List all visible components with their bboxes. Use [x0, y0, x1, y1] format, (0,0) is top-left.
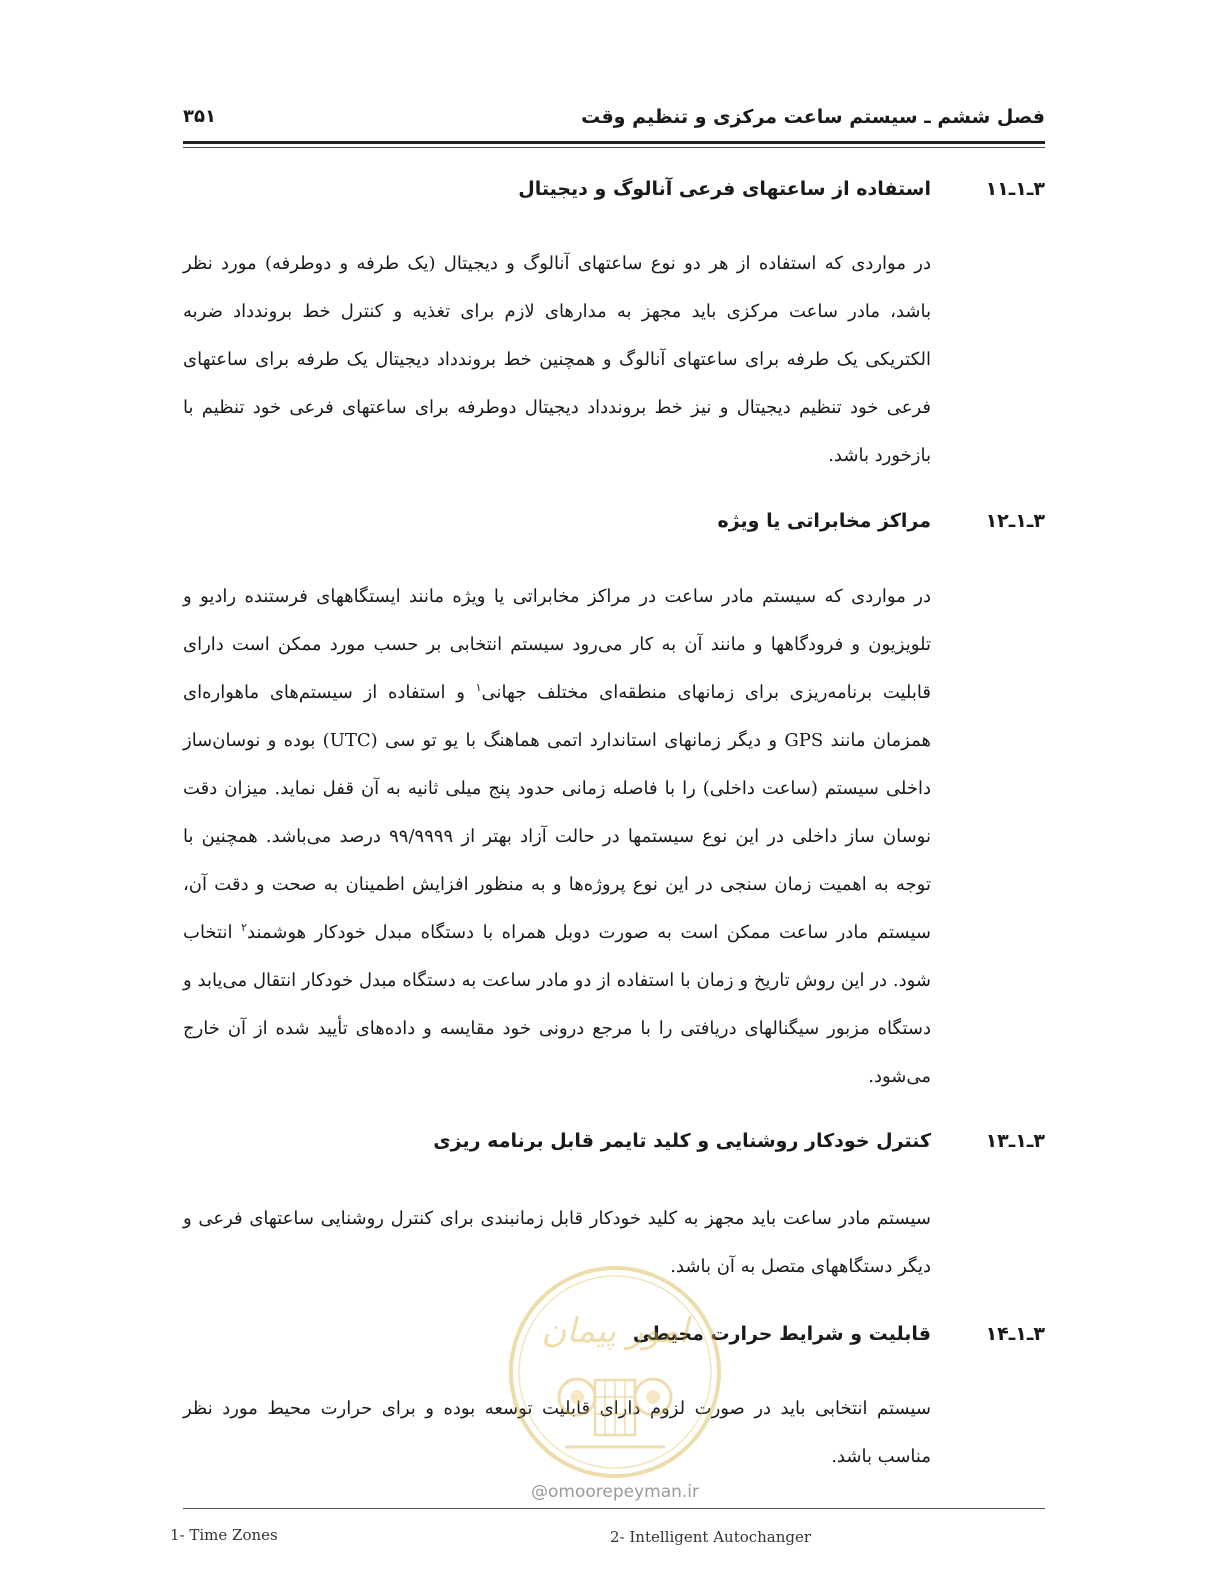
header-rule	[183, 141, 1045, 144]
chapter-title: فصل ششم ـ سیستم ساعت مرکزی و تنظیم وقت	[581, 106, 1045, 128]
page-number: ۳۵۱	[183, 106, 216, 127]
footnote-1: 1- Time Zones	[170, 1526, 278, 1544]
section-heading	[183, 1323, 1045, 1363]
section-title: کنترل خودکار روشنایی و کلید تایمر قابل برنامه ریزی	[433, 1130, 931, 1152]
section-heading	[183, 1130, 1045, 1170]
section-title: استفاده از ساعتهای فرعی آنالوگ و دیجیتال	[518, 178, 931, 200]
section-number: ۳ـ۱ـ۱۲	[985, 510, 1045, 532]
section-number: ۳ـ۱ـ۱۴	[985, 1323, 1045, 1345]
section-3-1-14	[183, 1323, 1045, 1363]
watermark-url: @omoorepeyman.ir	[530, 1482, 700, 1502]
header-rule-thin	[183, 147, 1045, 148]
section-3-1-11-paragraph: در مواردی که استفاده از هر دو نوع ساعتهای آنالوگ و دیجیتال (یک طرفه و دوطرفه) مورد نظر باشد، مادر ساعت مرکزی باید مجهز به مدارهای لازم برای تغذیه و کنترل خط بروندداد ضربه الکتریکی یک طرفه برای ساعتهای آنالوگ و همچنین خط بروندداد دیجیتال یک طرفه برای ساعتهای فرعی خود تنظیم دیجیتال و نیز خط بروندداد دیجیتال دوطرفه برای ساعتهای فرعی خود تنظیم با بازخورد باشد.	[183, 253, 931, 466]
paragraph-text: انتخاب شود. در این روش تاریخ و زمان با استفاده از دو مادر ساعت به دستگاه مبدل خودکار انتقال می‌یابد و دستگاه مزبور سیگنالهای دریافتی را با مرجع درونی خود مقایسه و داده‌های تأیید شده از آن خارج می‌شود.	[183, 922, 931, 1087]
section-title: قابلیت و شرایط حرارت محیطی	[632, 1323, 931, 1345]
section-heading	[183, 178, 1045, 218]
footnote-ref-2: ۲	[241, 921, 247, 934]
watermark-logo-text: امور پیمان	[541, 1311, 689, 1351]
section-3-1-11	[183, 178, 1045, 218]
section-heading	[183, 510, 1045, 550]
section-3-1-14-paragraph: سیستم انتخابی باید در صورت لزوم دارای قابلیت توسعه بوده و برای حرارت محیط مورد نظر مناسب باشد.	[183, 1398, 931, 1467]
section-3-1-12	[183, 510, 1045, 550]
footnote-ref-1: ۱	[475, 681, 482, 694]
footnote-rule	[183, 1508, 1045, 1509]
section-3-1-12-paragraph	[183, 573, 931, 1101]
paragraph-text: در مواردی که سیستم مادر ساعت در مراکز مخابراتی یا ویژه مانند ایستگاههای فرستنده رادیو و تلویزیون و فرودگاهها و مانند آن به کار می‌رود سیستم انتخابی بر حسب مورد ممکن است دارای قابلیت برنامه‌ریزی برای زمانهای منطقه‌ای مختلف جهانی	[183, 586, 931, 703]
section-title: مراکز مخابراتی یا ویژه	[717, 510, 931, 532]
section-number: ۳ـ۱ـ۱۳	[985, 1130, 1045, 1152]
section-number: ۳ـ۱ـ۱۱	[985, 178, 1045, 200]
footnote-2: 2- Intelligent Autochanger	[610, 1528, 812, 1546]
section-3-1-13-paragraph: سیستم مادر ساعت باید مجهز به کلید خودکار قابل زمانبندی برای کنترل روشنایی ساعتهای فرعی و دیگر دستگاههای متصل به آن باشد.	[183, 1208, 931, 1277]
paragraph-text: و استفاده از سیستم‌های ماهواره‌ای همزمان مانند GPS و دیگر زمانهای استاندارد اتمی هماهنگ با یو تو سی (UTC) بوده و نوسان‌ساز داخلی سیستم (ساعت داخلی) را با فاصله زمانی حدود پنج میلی ثانیه به آن قفل نماید. میزان دقت نوسان ساز داخلی در این نوع سیستمها در حالت آزاد بهتر از ۹۹/۹۹۹۹ درصد می‌باشد. همچنین با توجه به اهمیت زمان سنجی در این نوع پروژه‌ها و به منظور افزایش اطمینان به صحت و دقت آن، سیستم مادر ساعت ممکن است به صورت دوبل همراه با دستگاه مبدل خودکار هوشمند	[183, 682, 932, 943]
section-3-1-13	[183, 1130, 1045, 1170]
running-header	[183, 100, 1045, 144]
